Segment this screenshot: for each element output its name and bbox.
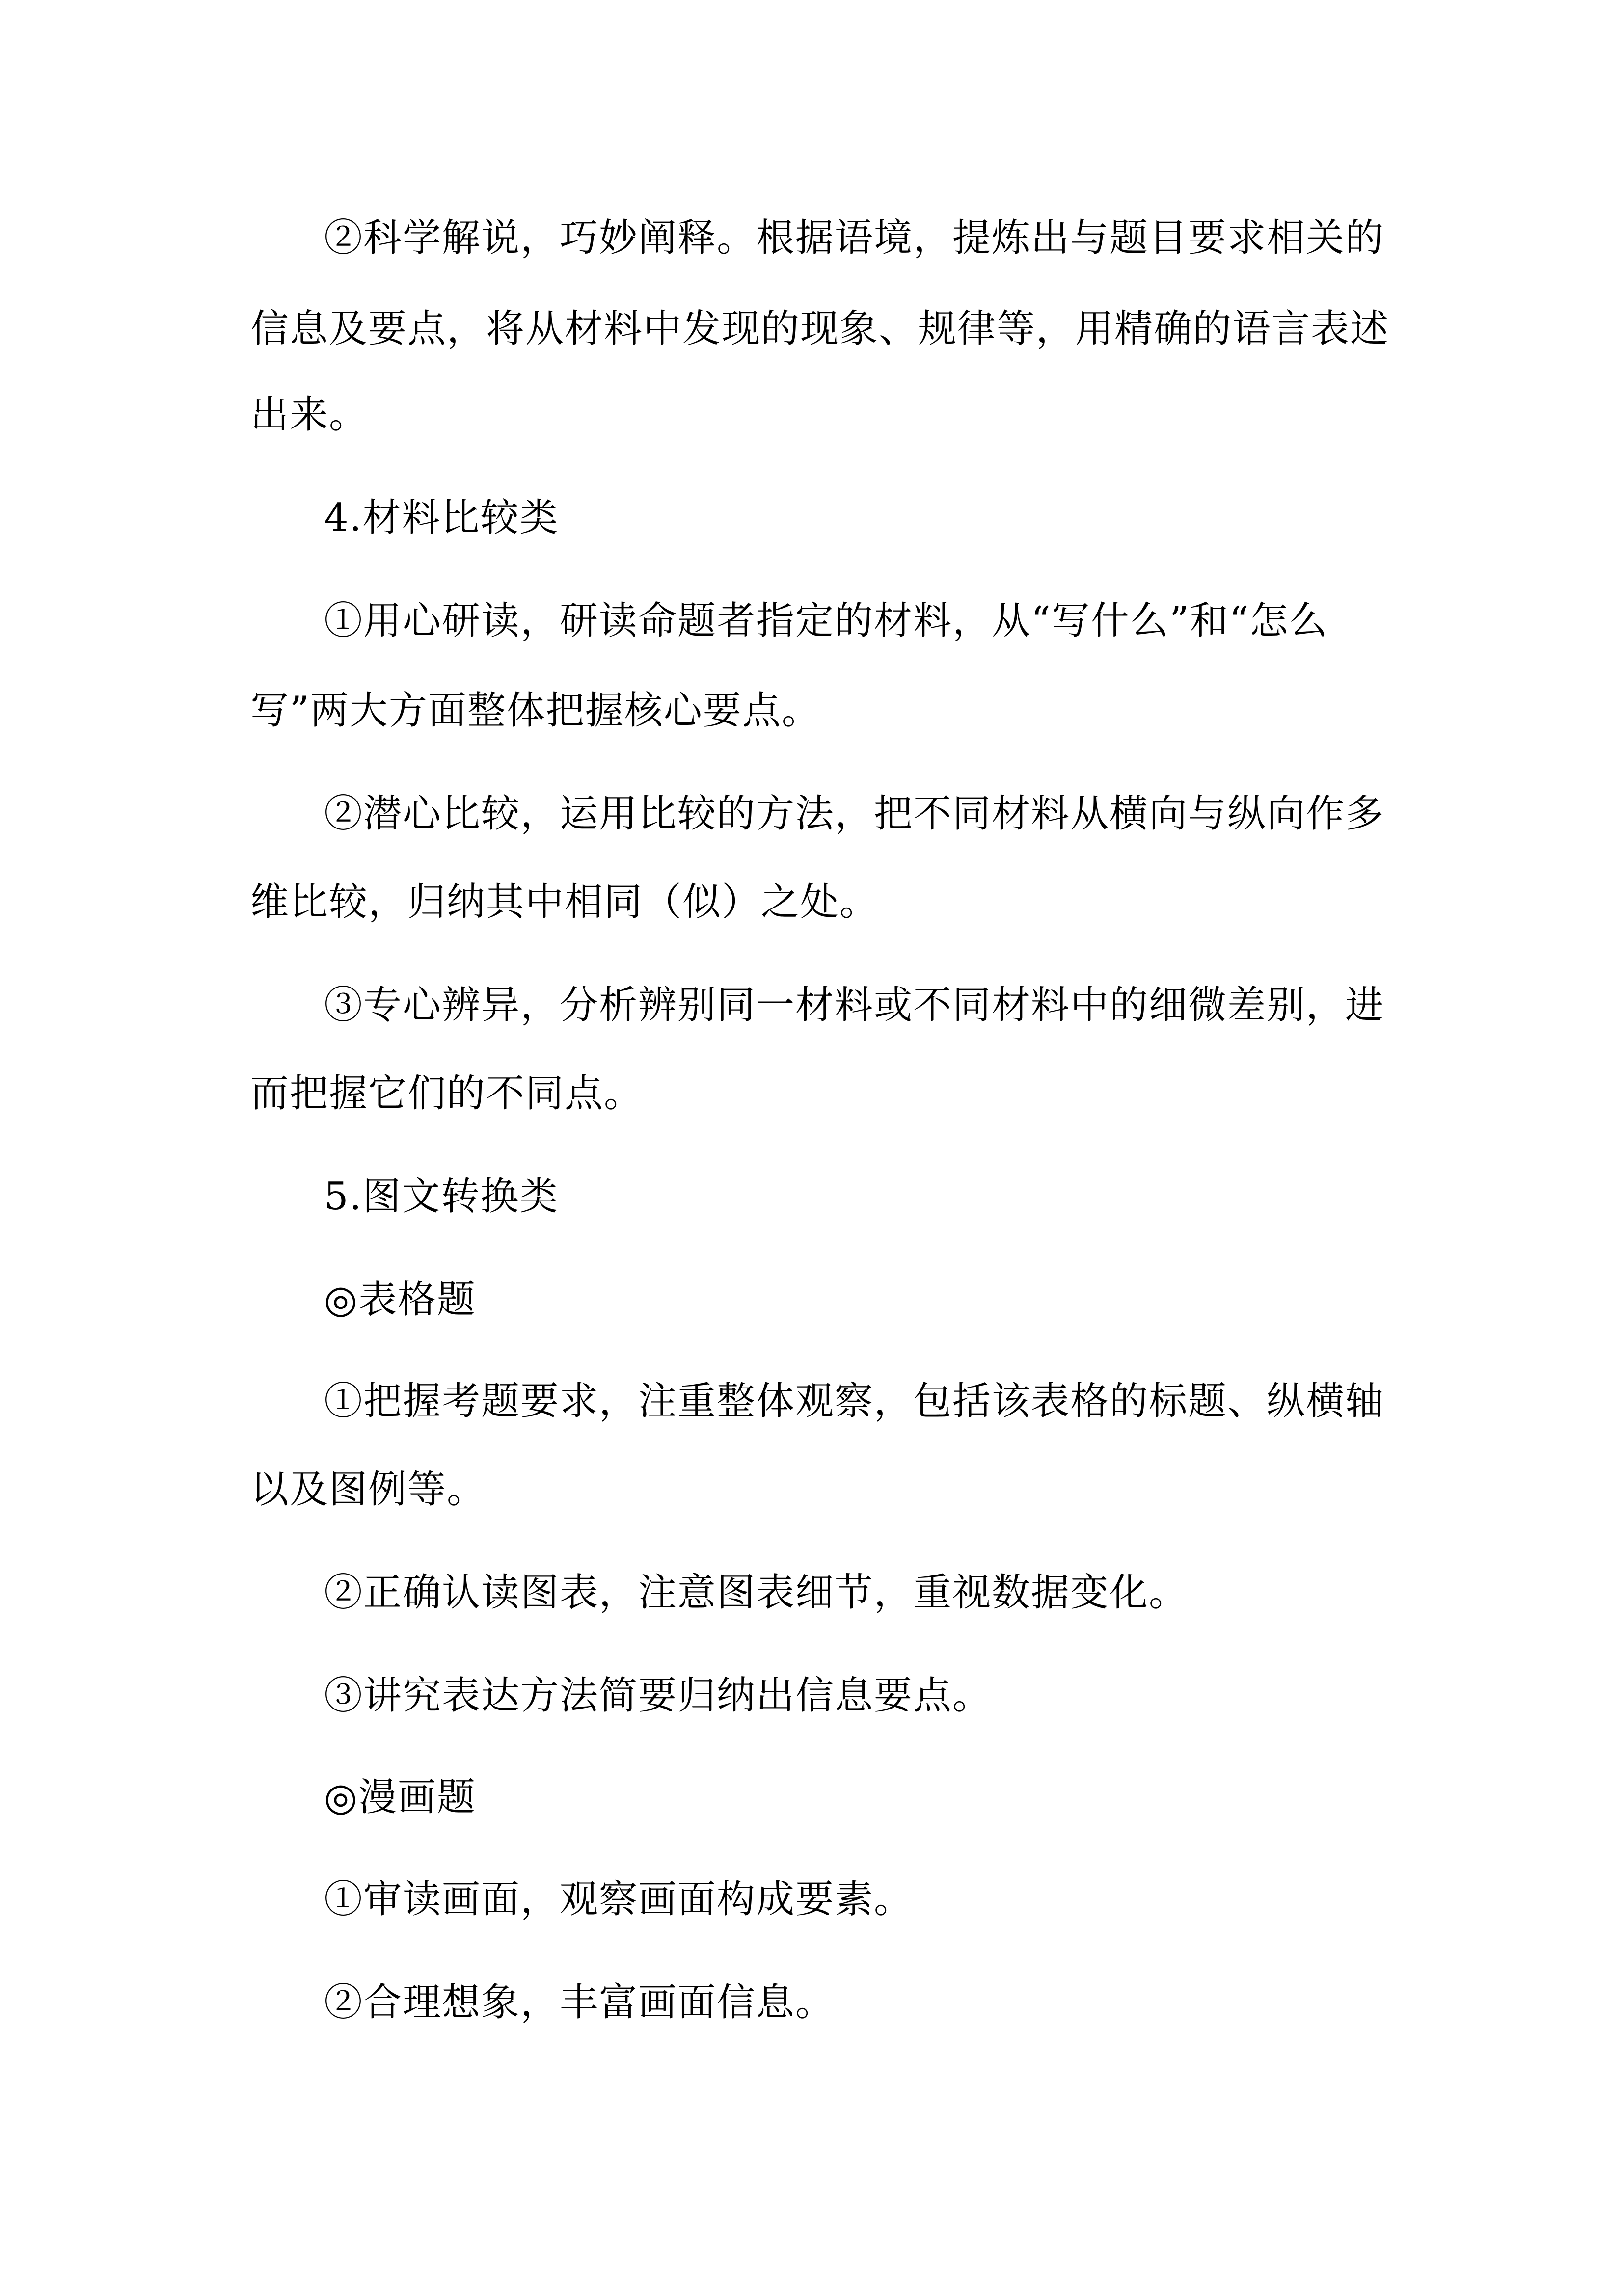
paragraph-3-line-2: 维比较，归纳其中相同（似）之处。 (250, 880, 879, 924)
paragraph-5-line-2: 以及图例等。 (250, 1468, 487, 1512)
paragraph-2-line-1: ①用心研读，研读命题者指定的材料，从“写什么”和“怎么 (324, 599, 1328, 643)
section-heading-5: 5.图文转换类 (324, 1175, 559, 1219)
paragraph-4-line-1: ③专心辨异，分析辨别同一材料或不同材料中的细微差别，进 (324, 983, 1385, 1027)
paragraph-7-line-1: ③讲究表达方法简要归纳出信息要点。 (324, 1674, 992, 1718)
paragraph-1-line-2: 信息及要点，将从材料中发现的现象、规律等，用精确的语言表述 (250, 307, 1390, 351)
subheading-table: ◎表格题 (324, 1278, 477, 1322)
paragraph-2-line-2: 写”两大方面整体把握核心要点。 (250, 689, 821, 733)
paragraph-1-line-1: ②科学解说，巧妙阐释。根据语境，提炼出与题目要求相关的 (324, 216, 1385, 260)
section-heading-4: 4.材料比较类 (324, 496, 559, 540)
paragraph-4-line-2: 而把握它们的不同点。 (250, 1071, 644, 1116)
paragraph-8-line-1: ①审读画面，观察画面构成要素。 (324, 1877, 914, 1922)
paragraph-9-line-1: ②合理想象，丰富画面信息。 (324, 1980, 835, 2025)
paragraph-3-line-1: ②潜心比较，运用比较的方法，把不同材料从横向与纵向作多 (324, 792, 1385, 836)
paragraph-1-line-3: 出来。 (250, 393, 369, 437)
paragraph-6-line-1: ②正确认读图表，注意图表细节，重视数据变化。 (324, 1571, 1189, 1615)
paragraph-5-line-1: ①把握考题要求，注重整体观察，包括该表格的标题、纵横轴 (324, 1379, 1385, 1423)
subheading-comic: ◎漫画题 (324, 1775, 477, 1819)
